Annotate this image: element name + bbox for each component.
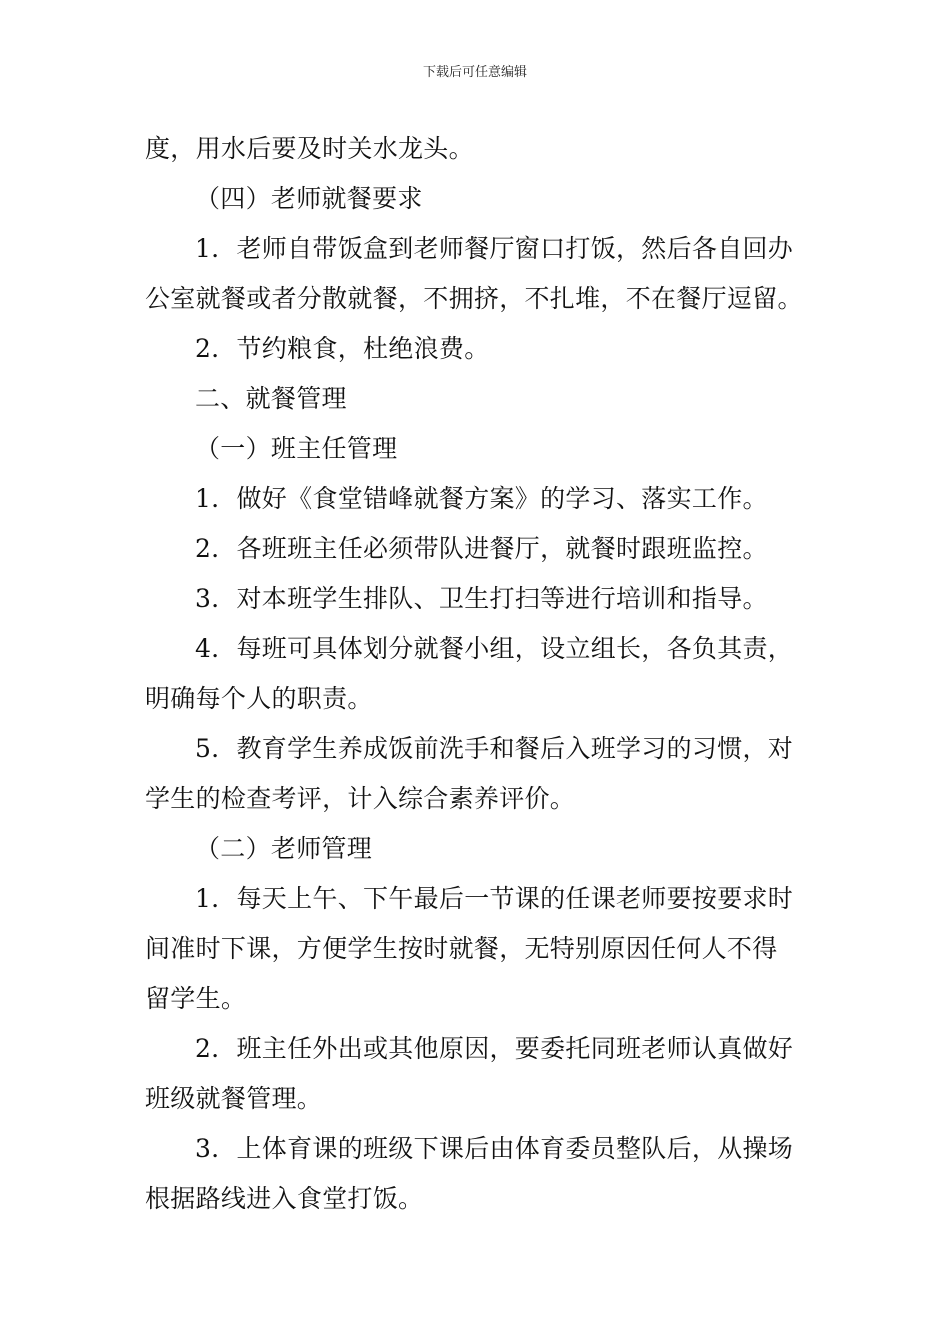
document-body [145, 124, 810, 1224]
list-item: 1．老师自带饭盒到老师餐厅窗口打饭，然后各自回办 [195, 234, 794, 263]
list-item: 3．上体育课的班级下课后由体育委员整队后，从操场 [195, 1134, 794, 1163]
list-item: 5．教育学生养成饭前洗手和餐后入班学习的习惯，对 [195, 734, 794, 763]
text-line: 班级就餐管理。 [145, 1084, 323, 1113]
list-item: 2．各班班主任必须带队进餐厅，就餐时跟班监控。 [195, 534, 768, 563]
text-line: 根据路线进入食堂打饭。 [145, 1184, 424, 1213]
list-item: 4．每班可具体划分就餐小组，设立组长，各负其责， [195, 634, 794, 663]
page-header: 下载后可任意编辑 [422, 65, 527, 80]
text-line: 公室就餐或者分散就餐，不拥挤，不扎堆，不在餐厅逗留。 [145, 284, 803, 313]
list-item: 1．每天上午、下午最后一节课的任课老师要按要求时 [195, 884, 794, 913]
text-line: 明确每个人的职责。 [145, 684, 373, 713]
text-line: 度，用水后要及时关水龙头。 [145, 134, 474, 163]
text-line: 留学生。 [145, 984, 247, 1013]
list-item: 3．对本班学生排队、卫生打扫等进行培训和指导。 [195, 584, 768, 613]
list-item: 2．节约粮食，杜绝浪费。 [195, 334, 490, 363]
text-line: 间准时下课，方便学生按时就餐，无特别原因任何人不得 [145, 934, 778, 963]
text-line: 学生的检查考评，计入综合素养评价。 [145, 784, 576, 813]
section-heading: 二、就餐管理 [195, 384, 347, 413]
list-item: 1．做好《食堂错峰就餐方案》的学习、落实工作。 [195, 484, 768, 513]
list-item: 2．班主任外出或其他原因，要委托同班老师认真做好 [195, 1034, 794, 1063]
section-heading: （一）班主任管理 [195, 434, 398, 463]
section-heading: （二）老师管理 [195, 834, 373, 863]
section-heading: （四）老师就餐要求 [195, 184, 423, 213]
